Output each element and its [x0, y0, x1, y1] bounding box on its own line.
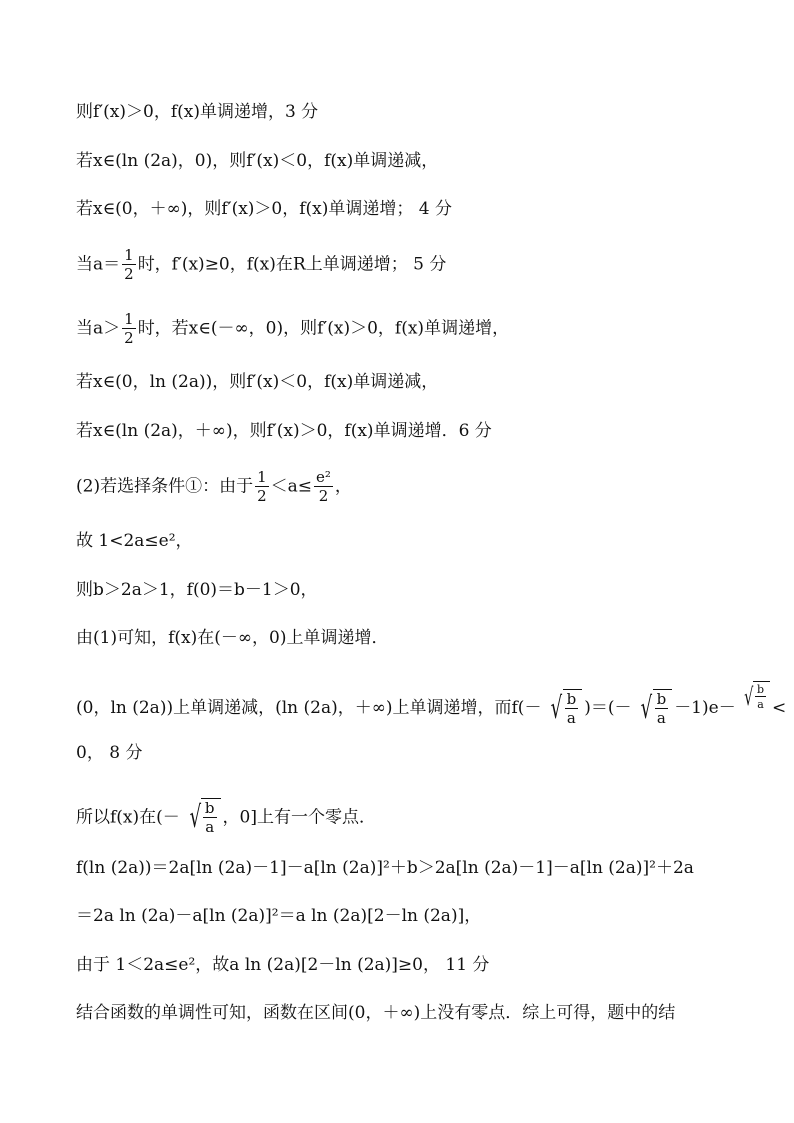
- text-line-2: 若x∈(ln (2a)，0)，则f′(x)＜0，f(x)单调递减，: [76, 151, 439, 171]
- fraction-half: $\frac{1}{2}$: [124, 246, 134, 283]
- text-line-8: (2)若选择条件①：由于 $\frac{1}{2}$ ＜a≤ $\frac{\text{e²}}{2}$ ，: [76, 468, 352, 505]
- text-line-14: 所以f(x)在(－ √ $\frac{b}{a}$ ，0]上有一个零点．: [76, 799, 376, 836]
- text-line-9: 故 1<2a≤e²，: [76, 531, 193, 551]
- text-line-10: 则b＞2a＞1，f(0)＝b－1＞0，: [76, 580, 318, 600]
- fraction-half: $\frac{1}{2}$: [124, 310, 134, 347]
- text-line-6: 若x∈(0，ln (2a))，则f′(x)＜0，f(x)单调递减，: [76, 372, 439, 392]
- sqrt-b-over-a: √ $\frac{b}{a}$: [182, 798, 221, 838]
- text-line-18: 结合函数的单调性可知，函数在区间(0，＋∞)上没有零点．综上可得，题中的结: [76, 1003, 676, 1023]
- text-line-17: 由于 1＜2a≤e²，故a ln (2a)[2－ln (2a)]≥0， 11 分: [76, 955, 490, 975]
- sqrt-b-over-a: √ $\frac{b}{a}$: [633, 689, 672, 729]
- text-line-13: 0， 8 分: [76, 743, 143, 763]
- text-line-16: ＝2a ln (2a)－a[ln (2a)]²＝a ln (2a)[2－ln (2a)]，: [76, 906, 482, 926]
- fraction-half: $\frac{1}{2}$: [257, 468, 267, 505]
- text-line-11: 由(1)可知，f(x)在(－∞，0)上单调递增．: [76, 628, 389, 648]
- text-line-7: 若x∈(ln (2a)，＋∞)，则f′(x)＞0，f(x)单调递增．6 分: [76, 421, 492, 441]
- text-line-4: 当a＝ $\frac{1}{2}$ 时，f′(x)≥0，f(x)在R上单调递增； 5 分: [76, 246, 447, 283]
- text-line-12: (0，ln (2a))上单调递减，(ln (2a)，＋∞)上单调递增，而f(－ √ $\frac{b}{a}$ )＝(－ √ $\frac{b}{a}$ －1)e－ √ $\frac{b}{a}$ <: [76, 683, 787, 727]
- sqrt-b-over-a: √ $\frac{b}{a}$: [543, 689, 582, 729]
- text-line-1: 则f′(x)＞0，f(x)单调递增，3 分: [76, 102, 319, 122]
- fraction-e-squared-half: $\frac{\text{e²}}{2}$: [316, 468, 331, 505]
- text-line-3: 若x∈(0，＋∞)，则f′(x)＞0，f(x)单调递增； 4 分: [76, 199, 452, 219]
- text-line-5: 当a＞ $\frac{1}{2}$ 时，若x∈(－∞，0)，则f′(x)＞0，f(x)单调递增，: [76, 310, 510, 347]
- sqrt-b-over-a-exponent: √ $\frac{b}{a}$: [738, 681, 770, 713]
- text-line-15: f(ln (2a))＝2a[ln (2a)－1]－a[ln (2a)]²＋b＞2a[ln (2a)－1]－a[ln (2a)]²＋2a: [76, 858, 694, 878]
